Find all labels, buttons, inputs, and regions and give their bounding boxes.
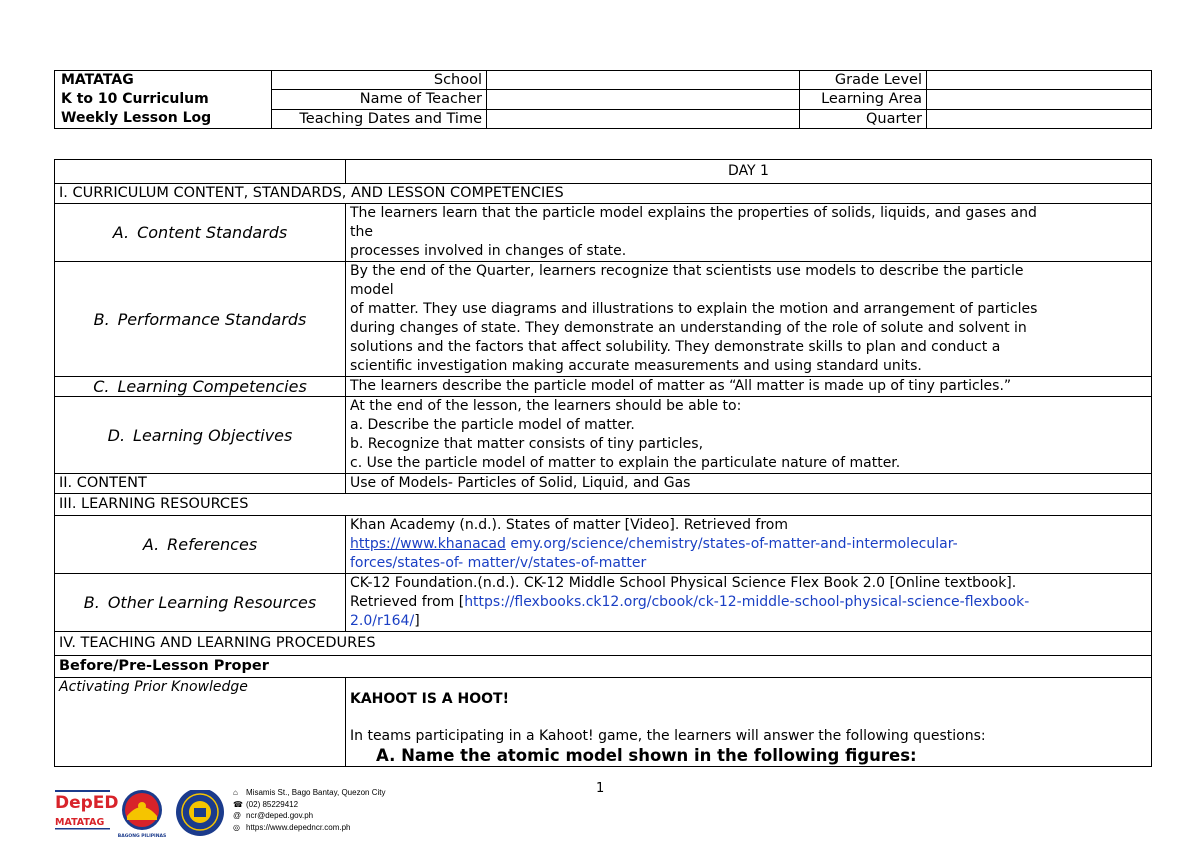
other-resources-line-2 <box>350 593 1147 612</box>
learning-objectives-line: b. Recognize that matter consists of tiny particles, <box>350 436 704 452</box>
phone-icon: ☎ <box>233 799 243 809</box>
brand-line-2: K to 10 Curriculum <box>61 91 209 107</box>
references-link-part[interactable]: https://www.khanacad <box>350 536 506 552</box>
performance-standards-letter: B. <box>93 309 110 329</box>
deped-logo <box>55 790 227 844</box>
other-resources-title: Other Learning Resources <box>107 593 317 612</box>
phone-text: (02) 85229412 <box>246 799 299 809</box>
page-number: 1 <box>596 781 605 796</box>
content-standards-line: the <box>350 224 373 240</box>
email-icon: @ <box>233 811 242 820</box>
learning-competencies-label <box>55 377 346 397</box>
teacher-field[interactable] <box>487 90 800 109</box>
grade-level-label: Grade Level <box>800 71 927 90</box>
lesson-plan-table <box>54 159 1152 767</box>
content-text: Use of Models- Particles of Solid, Liquid, and Gas <box>346 474 1152 494</box>
learning-competencies-letter: C. <box>93 377 110 396</box>
learning-competencies-title: Learning Competencies <box>117 377 307 396</box>
kahoot-title: KAHOOT IS A HOOT! <box>350 691 509 707</box>
teacher-label: Name of Teacher <box>272 90 487 109</box>
deped-wordmark: DepED <box>55 793 119 813</box>
other-resources-text <box>346 574 1152 632</box>
section-curriculum-content: I. CURRICULUM CONTENT, STANDARDS, AND LESSON COMPETENCIES <box>55 184 1152 204</box>
content-standards-line: The learners learn that the particle model explains the properties of solids, liquids, and gases and <box>350 205 1037 221</box>
learning-objectives-letter: D. <box>107 425 126 445</box>
activating-prior-knowledge-label: Activating Prior Knowledge <box>55 678 346 767</box>
learning-objectives-text <box>346 397 1152 474</box>
address-text: Misamis St., Bago Bantay, Quezon City <box>246 788 386 797</box>
dates-label: Teaching Dates and Time <box>272 109 487 128</box>
day-header: DAY 1 <box>346 160 1152 184</box>
lesson-log-header-table <box>54 70 1152 129</box>
content-label: II. CONTENT <box>55 474 346 494</box>
references-label <box>55 516 346 574</box>
email-text[interactable]: ncr@deped.gov.ph <box>246 811 314 820</box>
other-resources-letter: B. <box>83 593 100 612</box>
references-letter: A. <box>142 535 160 554</box>
brand-line-1: MATATAG <box>61 72 134 88</box>
references-link[interactable] <box>350 535 1147 554</box>
performance-standards-line: By the end of the Quarter, learners recognize that scientists use models to describe the particle <box>350 263 1024 279</box>
learning-area-field[interactable] <box>927 90 1152 109</box>
learning-competencies-text: The learners describe the particle model of matter as “All matter is made up of tiny particles.” <box>346 377 1152 397</box>
home-icon: ⌂ <box>233 788 238 797</box>
school-field[interactable] <box>487 71 800 90</box>
other-resources-link-cont[interactable]: 2.0/r164/ <box>350 613 415 629</box>
performance-standards-line: scientific investigation making accurate measurements and using standard units. <box>350 358 922 374</box>
other-resources-line-1: CK-12 Foundation.(n.d.). CK-12 Middle School Physical Science Flex Book 2.0 [Online textbook]. <box>350 575 1017 591</box>
section-learning-resources: III. LEARNING RESOURCES <box>55 494 1152 516</box>
other-resources-label <box>55 574 346 632</box>
performance-standards-title: Performance Standards <box>117 309 307 329</box>
kahoot-activity-cell <box>346 678 1152 767</box>
school-label: School <box>272 71 487 90</box>
performance-standards-line: model <box>350 282 394 298</box>
website-text[interactable]: https://www.depedncr.com.ph <box>246 822 351 832</box>
kahoot-question-a: A. Name the atomic model shown in the following figures: <box>376 746 917 765</box>
contact-info <box>233 787 385 833</box>
performance-standards-line: of matter. They use diagrams and illustrations to explain the motion and arrangement of particles <box>350 301 1038 317</box>
before-pre-lesson-heading: Before/Pre-Lesson Proper <box>55 656 1152 678</box>
learning-objectives-label <box>55 397 346 474</box>
learning-objectives-line: a. Describe the particle model of matter. <box>350 417 635 433</box>
empty-corner-cell <box>55 160 346 184</box>
matatag-wordmark: MATATAG <box>55 817 105 828</box>
learning-objectives-line: c. Use the particle model of matter to explain the particulate nature of matter. <box>350 455 901 471</box>
content-standards-label <box>55 204 346 262</box>
bagong-pilipinas-label: BAGONG PILIPINAS <box>117 834 167 839</box>
performance-standards-line: solutions and the factors that affect solubility. They demonstrate skills to plan and conduct a <box>350 339 1001 355</box>
learning-objectives-line: At the end of the lesson, the learners should be able to: <box>350 398 742 414</box>
other-resources-link[interactable]: https://flexbooks.ck12.org/cbook/ck-12-middle-school-physical-science-flexbook- <box>464 594 1030 610</box>
performance-standards-line: during changes of state. They demonstrate an understanding of the role of solute and solvent in <box>350 320 1027 336</box>
deped-logos-icon <box>55 790 227 840</box>
references-link-part[interactable]: emy.org/science/chemistry/states-of-matter-and-intermolecular- <box>505 536 958 552</box>
learning-area-label: Learning Area <box>800 90 927 109</box>
globe-icon: ◎ <box>233 822 240 832</box>
other-resources-prefix: Retrieved from [ <box>350 594 465 610</box>
references-title: References <box>167 535 258 554</box>
quarter-field[interactable] <box>927 109 1152 128</box>
other-resources-line-3 <box>350 612 1147 631</box>
section-teaching-procedures: IV. TEACHING AND LEARNING PROCEDURES <box>55 632 1152 656</box>
other-resources-suffix: ] <box>414 613 420 629</box>
performance-standards-label <box>55 262 346 377</box>
learning-objectives-title: Learning Objectives <box>133 425 293 445</box>
content-standards-text <box>346 204 1152 262</box>
kahoot-instructions: In teams participating in a Kahoot! game, the learners will answer the following questions: <box>350 728 986 744</box>
content-standards-title: Content Standards <box>137 223 288 242</box>
dates-field[interactable] <box>487 109 800 128</box>
references-link-cont[interactable]: forces/states-of- matter/v/states-of-matter <box>350 555 647 571</box>
grade-level-field[interactable] <box>927 71 1152 90</box>
content-standards-line: processes involved in changes of state. <box>350 243 627 259</box>
references-line-1: Khan Academy (n.d.). States of matter [Video]. Retrieved from <box>350 517 789 533</box>
matatag-brand-cell <box>55 71 272 129</box>
content-standards-letter: A. <box>112 223 130 242</box>
brand-line-3: Weekly Lesson Log <box>61 110 212 126</box>
references-text <box>346 516 1152 574</box>
performance-standards-text <box>346 262 1152 377</box>
quarter-label: Quarter <box>800 109 927 128</box>
